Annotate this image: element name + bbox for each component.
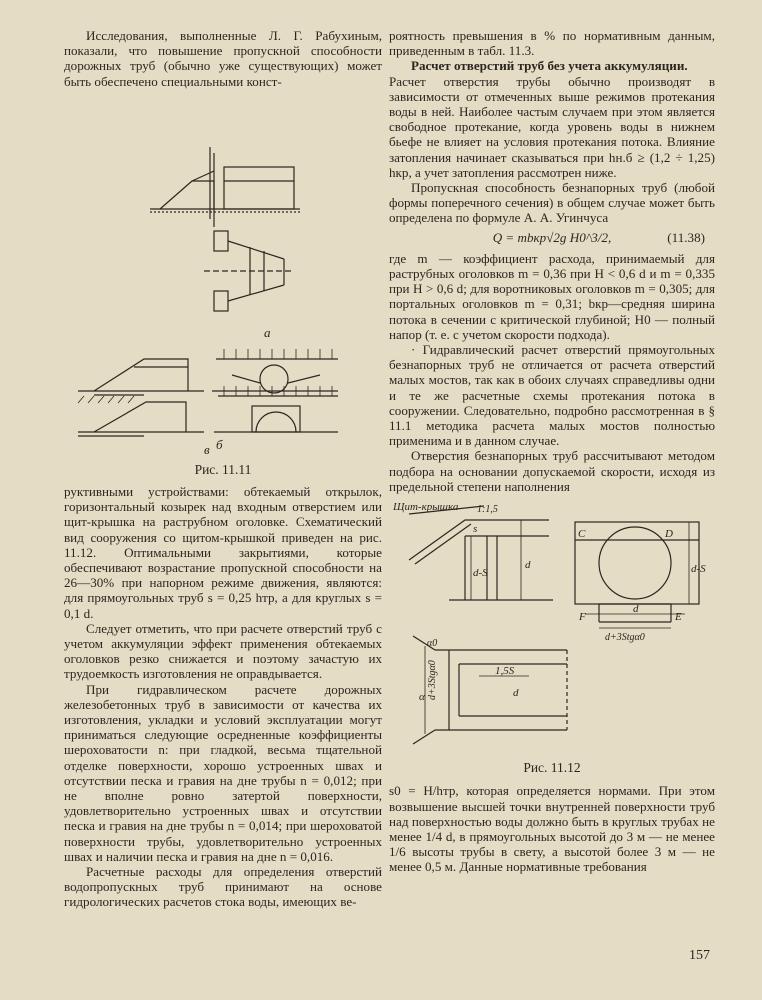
para-calc: Расчет отверстия трубы обычно производят в зависимости от отмеченных выше режимов протекания воды в ней. Наиболее частым случаем при этом является свободное протекание, когда уровень воды в нижнем бьефе не влияет на условия протекания потока. Влияние затопления начинает сказываться при hн.б ≥ (1,2 ÷ 1,25) hкр, а учет затопления рассмотрен ниже. <box>389 73 715 180</box>
figure-label-c: в <box>204 442 210 457</box>
figure-11-11-lower <box>64 372 382 462</box>
dim-s: s <box>473 523 478 536</box>
page-number: 157 <box>689 948 710 963</box>
para-norms: s0 = H/hтр, которая определяется нормами. При этом возвышение высшей точки внутренней поверхности труб над поверхностью воды должно быть в круглых трубах не менее 1/4 d, в прямоугольных высотой до 3 м — не менее 1/6 высоты трубы в свету, а высотой более 3 м — не менее 0,5 м. Данные нормативные требования <box>389 783 715 875</box>
label-alpha: α <box>419 691 425 704</box>
para-openings: Отверстия безнапорных труб рассчитывают методом подбора на основании допускаемой скорости, исходя из предельной степени наполнения <box>389 448 715 494</box>
dim-d-bottom: d <box>633 603 639 616</box>
right-column <box>389 28 715 875</box>
point-d: D <box>665 528 673 541</box>
section-heading: Расчет отверстий труб без учета аккумуляции. <box>411 58 688 74</box>
dim-left-width: d+3Stgα0 <box>427 660 438 701</box>
label-alpha0: α0 <box>427 638 438 650</box>
formula-11-38 <box>389 230 715 245</box>
dim-d-minus-s: d-S <box>473 567 488 580</box>
dim-d: d <box>525 559 531 572</box>
dim-d-minus-s-right: d-S <box>691 563 706 576</box>
right-top-continuation: роятность превышения в % по нормативным данным, приведенным в табл. 11.3. <box>389 28 715 59</box>
formula-number: (11.38) <box>667 229 705 245</box>
point-e: E <box>675 611 682 624</box>
dim-bottom-width: d+3Stgα0 <box>605 632 645 644</box>
figure-11-12 <box>389 500 715 758</box>
figure-label-a: а <box>264 324 271 340</box>
para-rect-pipes: · Гидравлический расчет отверстий прямоугольных безнапорных труб не отличается от расчета отверстий малых мостов, так как в обоих случаях справедливы одни и те же расчетные схемы протекания потока в сооружении. Следовательно, подробно рассмотренная в § 11.1 методика расчета малых мостов полностью применима и в данном случае. <box>389 342 715 449</box>
point-c: C <box>578 528 586 541</box>
para-where: где m — коэффициент расхода, принимаемый для раструбных оголовков m = 0,36 при H < 0,6 d и m = 0,335 при H > 0,6 d; для воротниковых оголовков m = 0,305; для портальных оголовков m = 0,31; bкр—средняя ширина потока в сечении с критической глубиной; H0 — полный напор (т. е. с учетом скорости подхода). <box>389 250 715 342</box>
figure-11-12-caption: Рис. 11.12 <box>523 760 581 776</box>
figure-11-11-caption: Рис. 11.11 <box>194 462 252 477</box>
figure-label-b: б <box>216 436 223 452</box>
para-heading <box>389 58 715 73</box>
dim-d-plan: d <box>513 687 519 700</box>
label-shield: Щит-крышка <box>393 501 459 514</box>
formula-text: Q = mbкр√2g H0^3/2, <box>492 229 612 245</box>
dim-15s: 1,5S <box>495 665 515 678</box>
para-capacity: Пропускная способность безнапорных труб (любой формы поперечного сечения) в общем случае может быть определена по формуле А. А. Угинчуса <box>389 180 715 226</box>
left-column-lower <box>64 484 382 910</box>
para-accumulation: Следует отметить, что при расчете отверстий труб с учетом аккумуляции эффект применения обтекаемых оголовков резко снижается и поэтому зачастую их трудоемкость изготовления не оправдывается. <box>64 620 382 682</box>
point-f: F <box>579 611 586 624</box>
para-flows: Расчетные расходы для определения отверстий водопропускных труб принимают на основе гидрологических расчетов стока воды, имеющих ве- <box>64 864 382 910</box>
label-slope: 1:1,5 <box>477 504 498 516</box>
intro-paragraph: Исследования, выполненные Л. Г. Рабухиным, показали, что повышение пропускной способности дорожных труб (обычно уже существующих) может быть обеспечено специальными конст- <box>64 28 382 89</box>
para-roughness: При гидравлическом расчете дорожных железобетонных труб в зависимости от качества их изготовления, укладки и условий эксплуатации могут приниматься следующие осредненные коэффициенты шероховатости n: при гладкой, весьма тщательной отделке поверхности, хорошо устроенных швах и отсутствии песка и гравия на дне трубы n = 0,012; при не вполне ровно затертой поверхности, удовлетворительно устроенных швах и отсутствии песка и гравия на дне трубы n = 0,014; при шероховатой поверхности трубы, удовлетворительно устроенных швах и наличии песка и гравия на дне n = 0,016. <box>64 681 382 864</box>
para-continuation: руктивными устройствами: обтекаемый открылок, горизонтальный козырек над входным отверстием или щит-крышка на раструбном оголовке. Схематический вид сооружения со щитом-крышкой приведен на рис. 11.12. Оптимальными закрытиями, которые обеспечивают возрастание пропускной способности на 26—30% при напорном режиме движения, являются: для прямоугольных труб s = 0,25 hтр, а для круглых s = 0,1 d. <box>64 484 382 621</box>
